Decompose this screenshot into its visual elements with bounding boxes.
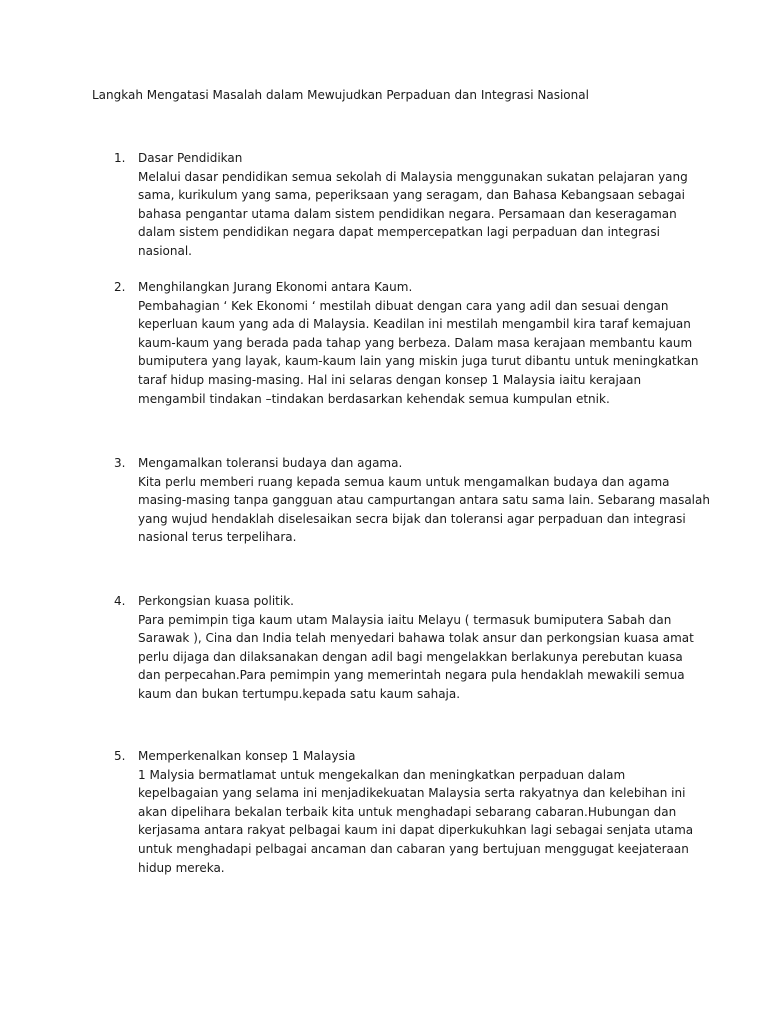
list-item-heading: Dasar Pendidikan bbox=[138, 151, 243, 165]
paragraph-line: 1 Malysia bermatlamat untuk mengekalkan dan meningkatkan perpaduan dalam bbox=[138, 767, 626, 782]
paragraph-line: Kita perlu memberi ruang kepada semua kaum untuk mengamalkan budaya dan agama bbox=[138, 474, 670, 489]
list-item-content bbox=[138, 149, 698, 261]
paragraph-line: hidup mereka. bbox=[138, 860, 225, 875]
paragraph-line: nasional terus terpelihara. bbox=[138, 530, 297, 545]
paragraph-line: mengambil tindakan –tindakan berdasarkan kehendak semua kumpulan etnik. bbox=[138, 391, 610, 406]
list-item-content bbox=[138, 454, 710, 547]
paragraph-line: untuk menghadapi pelbagai ancaman dan cabaran yang bertujuan menggugat keejateraan bbox=[138, 841, 689, 856]
paragraph-line: dan perpecahan.Para pemimpin yang memerintah negara pula hendaklah mewakili semua bbox=[138, 668, 685, 683]
list-item-heading: Memperkenalkan konsep 1 Malaysia bbox=[138, 749, 356, 763]
list-item-number: 2. bbox=[114, 280, 126, 294]
list-item-heading: Mengamalkan toleransi budaya dan agama. bbox=[138, 456, 403, 470]
paragraph-line: masing-masing tanpa gangguan atau campurtangan antara satu sama lain. Sebarang masalah bbox=[138, 493, 710, 508]
list-item-heading: Menghilangkan Jurang Ekonomi antara Kaum. bbox=[138, 280, 413, 294]
document-title: Langkah Mengatasi Masalah dalam Mewujudkan Perpaduan dan Integrasi Nasional bbox=[92, 88, 589, 102]
paragraph-line: perlu dijaga dan dilaksanakan dengan adil bagi mengelakkan berlakunya perebutan kuasa bbox=[138, 649, 683, 664]
paragraph-line: dalam sistem pendidikan negara dapat mempercepatkan lagi perpaduan dan integrasi bbox=[138, 225, 660, 240]
list-item-content bbox=[138, 592, 698, 704]
paragraph-line: kerjasama antara rakyat pelbagai kaum ini dapat diperkukuhkan lagi sebagai senjata utama bbox=[138, 823, 694, 838]
paragraph-line: bahasa pengantar utama dalam sistem pendidikan negara. Persamaan dan keseragaman bbox=[138, 206, 677, 221]
paragraph-line: taraf hidup masing-masing. Hal ini selaras dengan konsep 1 Malaysia iaitu kerajaan bbox=[138, 372, 642, 387]
paragraph-line: Pembahagian ‘ Kek Ekonomi ‘ mestilah dibuat dengan cara yang adil dan sesuai dengan bbox=[138, 298, 669, 313]
paragraph-line: Melalui dasar pendidikan semua sekolah di Malaysia menggunakan sukatan pelajaran yang bbox=[138, 169, 688, 184]
list-item-heading: Perkongsian kuasa politik. bbox=[138, 594, 294, 608]
paragraph-line: bumiputera yang layak, kaum-kaum lain yang miskin juga turut dibantu untuk meningkatkan bbox=[138, 354, 699, 369]
paragraph-line: yang wujud hendaklah diselesaikan secra bijak dan toleransi agar perpaduan dan integrasi bbox=[138, 511, 686, 526]
list-item-number: 4. bbox=[114, 594, 126, 608]
list-item-number: 1. bbox=[114, 151, 126, 165]
paragraph-line: kaum dan bukan tertumpu.kepada satu kaum sahaja. bbox=[138, 686, 461, 701]
paragraph-line: kaum-kaum yang berada pada tahap yang berbeza. Dalam masa kerajaan membantu kaum bbox=[138, 335, 693, 350]
paragraph-line: keperluan kaum yang ada di Malaysia. Keadilan ini mestilah mengambil kira taraf kemajuan bbox=[138, 317, 691, 332]
paragraph-line: Para pemimpin tiga kaum utam Malaysia iaitu Melayu ( termasuk bumiputera Sabah dan bbox=[138, 612, 672, 627]
paragraph-line: nasional. bbox=[138, 243, 192, 258]
paragraph-line: Sarawak ), Cina dan India telah menyedari bahawa tolak ansur dan perkongsian kuasa amat bbox=[138, 631, 694, 646]
list-item-number: 5. bbox=[114, 749, 126, 763]
paragraph-line: sama, kurikulum yang sama, peperiksaan yang seragam, dan Bahasa Kebangsaan sebagai bbox=[138, 188, 685, 203]
paragraph-line: kepelbagaian yang selama ini menjadikekuatan Malaysia serta rakyatnya dan kelebihan ini bbox=[138, 786, 686, 801]
list-item-content bbox=[138, 278, 698, 408]
paragraph-line: akan dipelihara bekalan terbaik kita untuk menghadapi sebarang cabaran.Hubungan dan bbox=[138, 804, 677, 819]
list-item-number: 3. bbox=[114, 456, 126, 470]
list-item-content bbox=[138, 747, 698, 877]
